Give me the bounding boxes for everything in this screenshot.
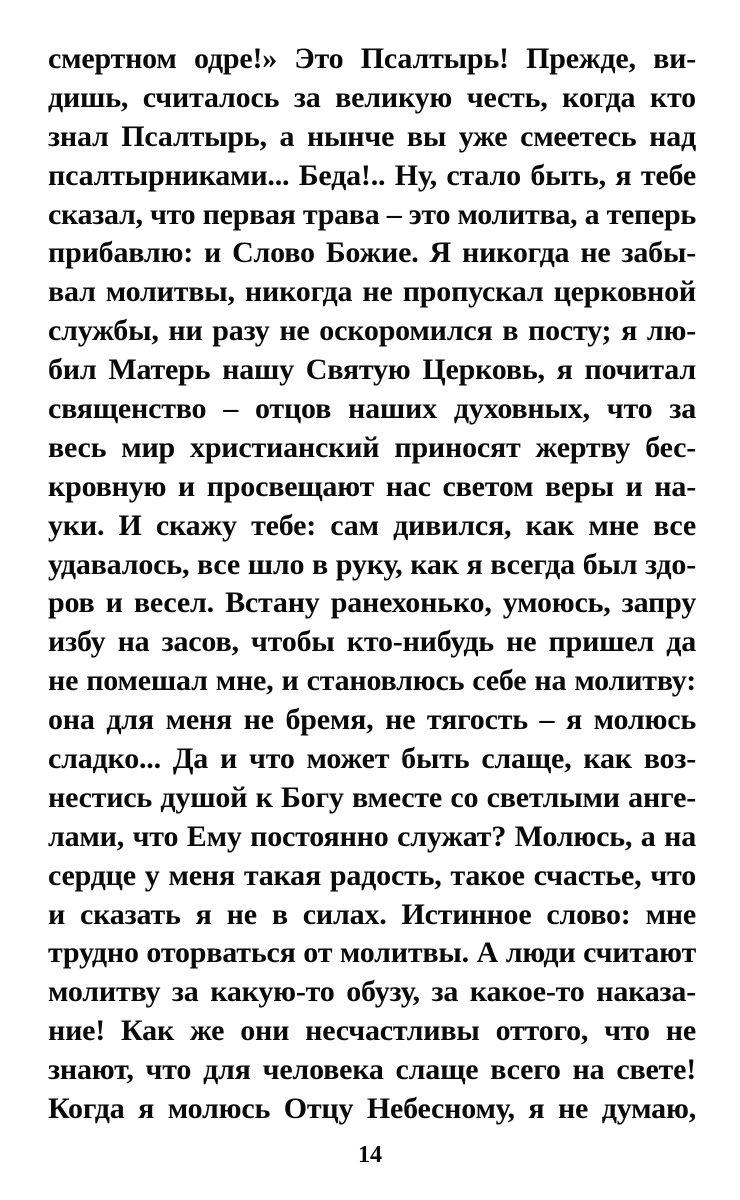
text-line: молитву за какую-то обузу, за какое-то наказа- <box>48 975 696 1009</box>
text-line: весь мир христианский приносят жертву бес- <box>48 430 696 464</box>
text-line: вал молитвы, никогда не пропускал церковной <box>48 275 696 309</box>
text-line: прибавлю: и Слово Божие. Я никогда не забы- <box>48 236 696 270</box>
text-line: бил Матерь нашу Святую Церковь, я почитал <box>48 353 696 387</box>
text-line: избу на засов, чтобы кто-нибудь не пришел да <box>48 625 696 659</box>
text-line: сладко... Да и что может быть слаще, как воз- <box>48 742 696 776</box>
text-line: трудно оторваться от молитвы. А люди считают <box>48 936 696 970</box>
page-number: 14 <box>358 1142 382 1168</box>
text-line: знают, что для человека слаще всего на свете! <box>48 1053 696 1087</box>
text-line: лами, что Ему постоянно служат? Молюсь, а на <box>48 819 696 853</box>
text-line: уки. И скажу тебе: сам дивился, как мне все <box>48 508 696 542</box>
text-line: службы, ни разу не оскоромился в посту; я лю- <box>48 314 696 348</box>
text-line: ров и весел. Встану ранехонько, умоюсь, запру <box>48 586 696 620</box>
text-line: смертном одре!» Это Псалтырь! Прежде, ви- <box>48 42 696 75</box>
text-line: нестись душой к Богу вместе со светлыми анге- <box>48 780 696 814</box>
text-line: и сказать я не в силах. Истинное слово: мне <box>48 897 696 931</box>
text-line: сердце у меня такая радость, такое счастье, что <box>48 858 696 892</box>
text-line: псалтырниками... Беда!.. Ну, стало быть, я тебе <box>48 158 696 192</box>
text-line: она для меня не бремя, не тягость – я молюсь <box>48 703 696 737</box>
text-line: кровную и просвещают нас светом веры и на- <box>48 469 696 503</box>
text-line: сказал, что первая трава – это молитва, а теперь <box>48 197 696 231</box>
text-line: не помешал мне, и становлюсь себе на молитву: <box>48 664 696 698</box>
text-line: Когда я молюсь Отцу Небесному, я не думаю, <box>48 1092 696 1126</box>
text-line: удавалось, все шло в руку, как я всегда был здо- <box>48 547 696 581</box>
text-line: дишь, считалось за великую честь, когда кто <box>48 80 696 114</box>
text-line: ние! Как же они несчастливы оттого, что не <box>48 1014 696 1048</box>
text-line: священство – отцов наших духовных, что за <box>48 392 696 426</box>
text-line: знал Псалтырь, а нынче вы уже смеетесь над <box>48 119 696 153</box>
body-text <box>48 40 696 1129</box>
